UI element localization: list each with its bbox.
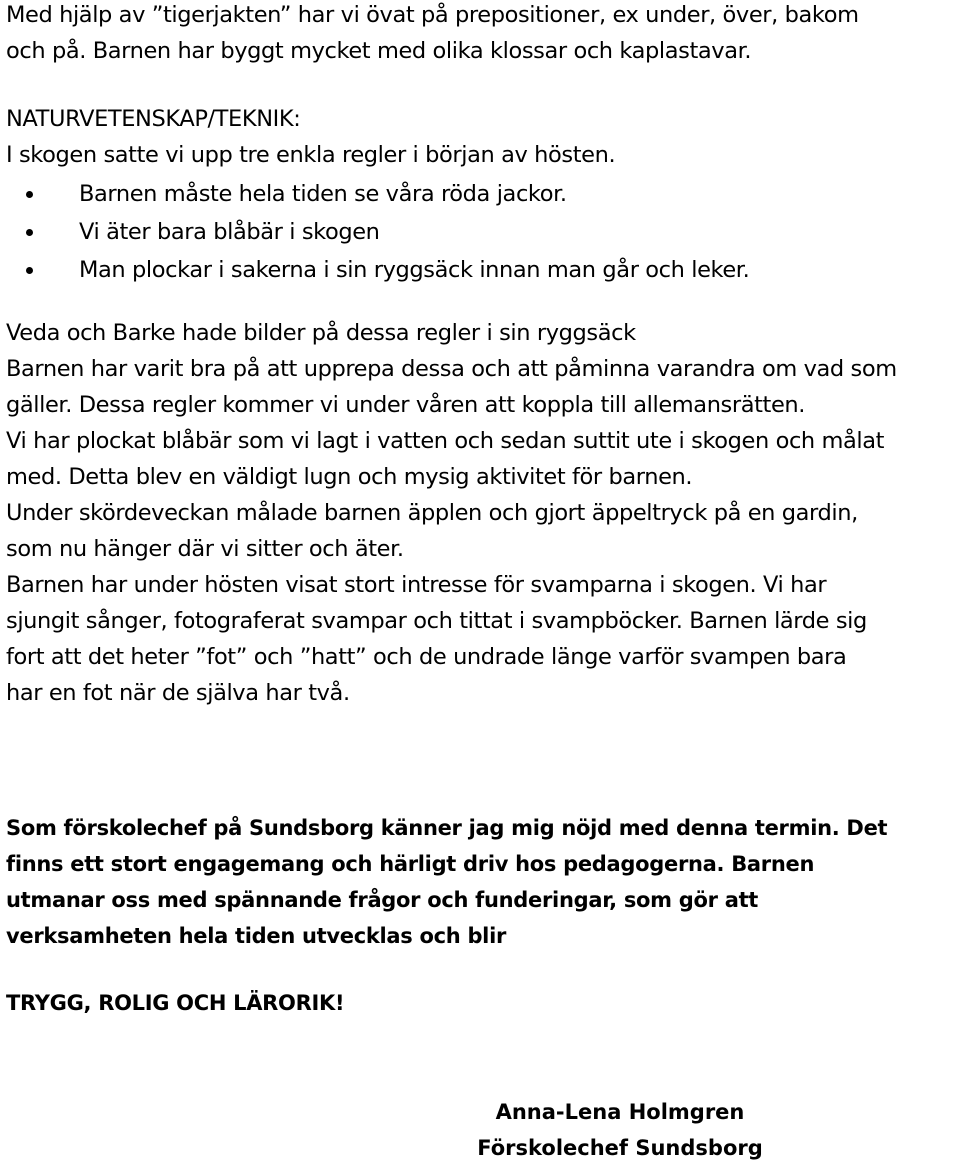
bullet-icon — [26, 267, 33, 274]
rule-text: Vi äter bara blåbär i skogen — [79, 219, 380, 245]
bullet-icon — [26, 191, 33, 198]
closing-line: verksamheten hela tiden utvecklas och blir — [6, 924, 507, 948]
closing-line: finns ett stort engagemang och härligt driv hos pedagogerna. Barnen — [6, 852, 815, 876]
body-line: fort att det heter ”fot” och ”hatt” och de undrade länge varför svampen bara — [6, 644, 847, 670]
body-line: med. Detta blev en väldigt lugn och mysig aktivitet för barnen. — [6, 464, 693, 490]
body-line: Veda och Barke hade bilder på dessa regler i sin ryggsäck — [6, 320, 636, 346]
section-heading: NATURVETENSKAP/TEKNIK: — [6, 106, 301, 132]
body-line: har en fot när de själva har två. — [6, 680, 350, 706]
closing-paragraph — [6, 810, 887, 954]
body-line: som nu hänger där vi sitter och äter. — [6, 536, 404, 562]
bullet-icon — [26, 229, 33, 236]
section-heading-block — [6, 101, 615, 173]
list-item — [26, 175, 749, 213]
intro-line: Med hjälp av ”tigerjakten” har vi övat på prepositioner, ex under, över, bakom — [6, 2, 859, 28]
list-item — [26, 213, 749, 251]
body-line: Vi har plockat blåbär som vi lagt i vatten och sedan suttit ute i skogen och målat — [6, 428, 885, 454]
body-line: Under skördeveckan målade barnen äpplen och gjort äppeltryck på en gardin, — [6, 500, 858, 526]
body-line: Barnen har varit bra på att upprepa dessa och att påminna varandra om vad som — [6, 356, 897, 382]
body-line: Barnen har under hösten visat stort intresse för svamparna i skogen. Vi har — [6, 572, 827, 598]
signature-block — [440, 1094, 800, 1166]
signature-name: Anna-Lena Holmgren — [495, 1100, 745, 1124]
rules-list — [26, 175, 749, 289]
rule-text: Man plockar i sakerna i sin ryggsäck innan man går och leker. — [79, 257, 750, 283]
motto: TRYGG, ROLIG OCH LÄRORIK! — [6, 991, 345, 1015]
section-intro-line: I skogen satte vi upp tre enkla regler i början av hösten. — [6, 142, 616, 168]
intro-paragraph — [6, 0, 859, 69]
body-paragraph — [6, 315, 897, 711]
intro-line: och på. Barnen har byggt mycket med olika klossar och kaplastavar. — [6, 38, 752, 64]
body-line: sjungit sånger, fotograferat svampar och tittat i svampböcker. Barnen lärde sig — [6, 608, 867, 634]
signature-title: Förskolechef Sundsborg — [477, 1136, 763, 1160]
closing-line: Som förskolechef på Sundsborg känner jag mig nöjd med denna termin. Det — [6, 816, 888, 840]
body-line: gäller. Dessa regler kommer vi under våren att koppla till allemansrätten. — [6, 392, 806, 418]
closing-line: utmanar oss med spännande frågor och funderingar, som gör att — [6, 888, 759, 912]
list-item — [26, 251, 749, 289]
rule-text: Barnen måste hela tiden se våra röda jackor. — [79, 181, 567, 207]
